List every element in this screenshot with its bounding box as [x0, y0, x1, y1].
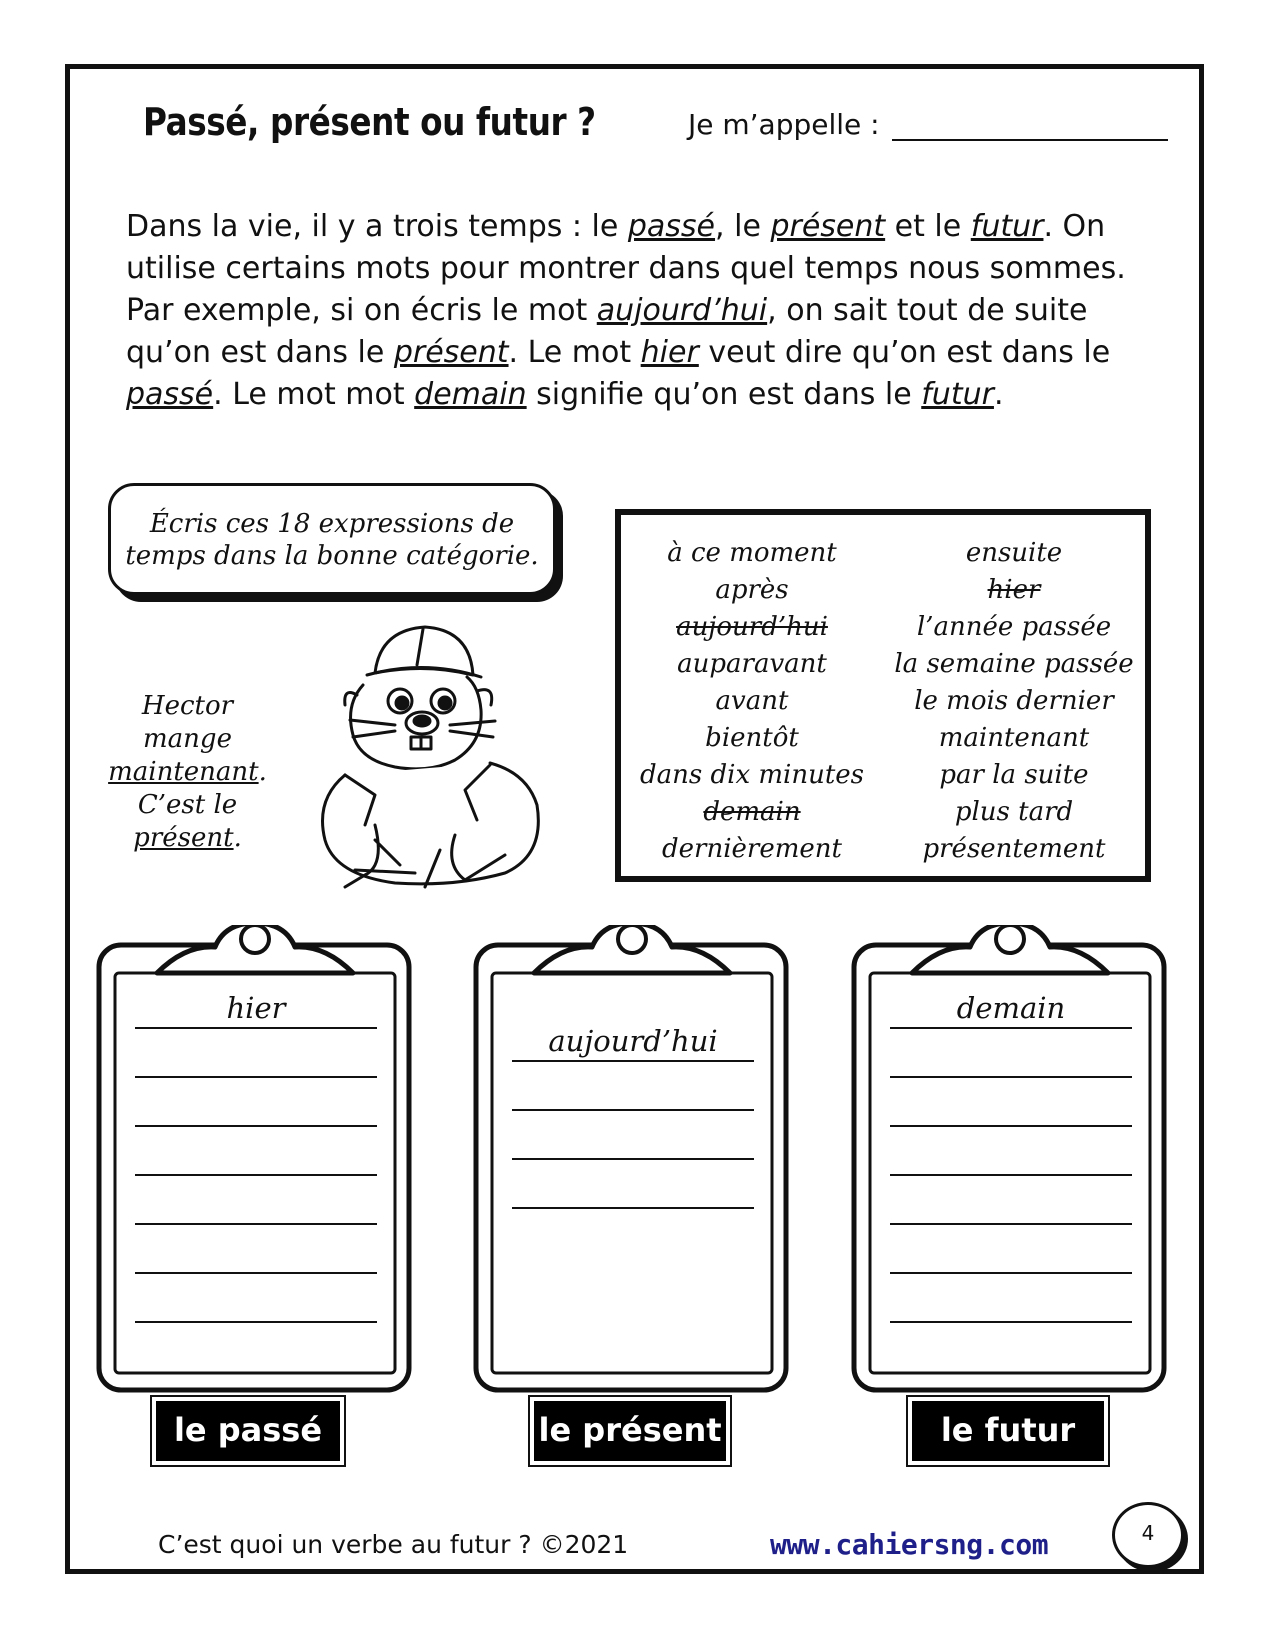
answer-line[interactable] [135, 1078, 377, 1127]
word-bank-item: aujourd’hui [676, 612, 828, 642]
answer-line[interactable] [135, 1127, 377, 1176]
clipboard-present-label: le présent [530, 1397, 730, 1465]
word-bank-column-1 [627, 535, 877, 868]
answer-line[interactable] [135, 1029, 377, 1078]
word-bank-item: présentement [922, 834, 1106, 864]
page-title: Passé, présent ou futur ? [143, 100, 596, 144]
word-bank-item: demain [703, 797, 801, 827]
intro-word-present: présent [770, 209, 886, 244]
hector-caption: Hector mange maintenant. C’est le présent. [108, 691, 267, 853]
word-bank-item: à ce moment [667, 538, 837, 568]
name-label: Je m’appelle : [688, 108, 880, 141]
footer-website-link[interactable]: www.cahiersng.com [770, 1528, 1049, 1561]
instruction-bubble [108, 483, 556, 595]
answer-line[interactable] [135, 1176, 377, 1225]
clipboard-past-label: le passé [152, 1397, 344, 1465]
page-number: 4 [1112, 1502, 1184, 1568]
answer-line[interactable] [890, 1029, 1132, 1078]
word-bank-item: dernièrement [662, 834, 842, 864]
word-bank-item: après [715, 575, 789, 605]
clipboard-future [850, 925, 1172, 1465]
clipboard-present-lines [512, 1013, 754, 1209]
word-bank-item: par la suite [939, 760, 1089, 790]
word-bank-item: plus tard [954, 797, 1074, 827]
clipboard-future-lines [890, 980, 1132, 1323]
answer-line[interactable] [890, 1078, 1132, 1127]
word-bank-item: avant [715, 686, 789, 716]
intro-word-passe: passé [627, 209, 716, 244]
intro-word-present-2: présent [393, 335, 509, 370]
intro-word-futur-2: futur [921, 377, 994, 412]
intro-paragraph: Dans la vie, il y a trois temps : le passé, le présent et le futur. On utilise certains mots pour montrer dans quel temps nous sommes. Par exemple, si on écris le mot aujourd’hui, on sait tout de suite qu’on est dans le présent. Le mot hier veut dire qu’on est dans le passé. Le mot mot demain signifie qu’on est dans le futur. [126, 209, 1126, 412]
word-bank-item: maintenant [938, 723, 1090, 753]
answer-line[interactable] [890, 1176, 1132, 1225]
footer-copyright: C’est quoi un verbe au futur ? ©2021 [158, 1530, 629, 1559]
answer-line[interactable] [135, 1225, 377, 1274]
clipboard-past-lines [135, 980, 377, 1323]
name-field [688, 108, 1168, 141]
word-bank-item: dans dix minutes [639, 760, 865, 790]
intro-word-demain: demain [414, 377, 527, 412]
instruction-line-2: temps dans la bonne catégorie. [125, 541, 539, 571]
word-bank-item: l’année passée [916, 612, 1112, 642]
answer-line[interactable] [512, 1111, 754, 1160]
hector-word-maintenant: maintenant [108, 757, 259, 787]
intro-word-hier: hier [640, 335, 699, 370]
instruction-line-1: Écris ces 18 expressions de [149, 509, 515, 539]
word-bank-column-2 [883, 535, 1145, 868]
clipboard-past [95, 925, 417, 1465]
word-bank-item: la semaine passée [894, 649, 1134, 679]
answer-line[interactable] [512, 1062, 754, 1111]
word-bank-item: auparavant [677, 649, 827, 679]
word-bank-item: hier [987, 575, 1041, 605]
word-bank-item: ensuite [965, 538, 1063, 568]
beaver-illustration [305, 625, 560, 890]
answer-line[interactable]: aujourd’hui [512, 1013, 754, 1062]
word-bank-item: le mois dernier [914, 686, 1114, 716]
clipboard-present [472, 925, 794, 1465]
word-bank-item: bientôt [705, 723, 799, 753]
answer-line[interactable] [135, 1274, 377, 1323]
answer-line[interactable]: hier [135, 980, 377, 1029]
answer-line[interactable] [890, 1225, 1132, 1274]
clipboard-future-label: le futur [908, 1397, 1108, 1465]
answer-line[interactable] [890, 1127, 1132, 1176]
answer-line[interactable] [890, 1274, 1132, 1323]
word-bank [615, 509, 1151, 882]
name-blank-line[interactable] [892, 109, 1168, 141]
answer-line[interactable]: demain [890, 980, 1132, 1029]
answer-line[interactable] [512, 1160, 754, 1209]
intro-word-aujourdhui: aujourd’hui [596, 293, 768, 328]
intro-word-futur: futur [970, 209, 1044, 244]
intro-word-passe-2: passé [126, 377, 214, 412]
hector-word-present: présent [133, 823, 234, 853]
